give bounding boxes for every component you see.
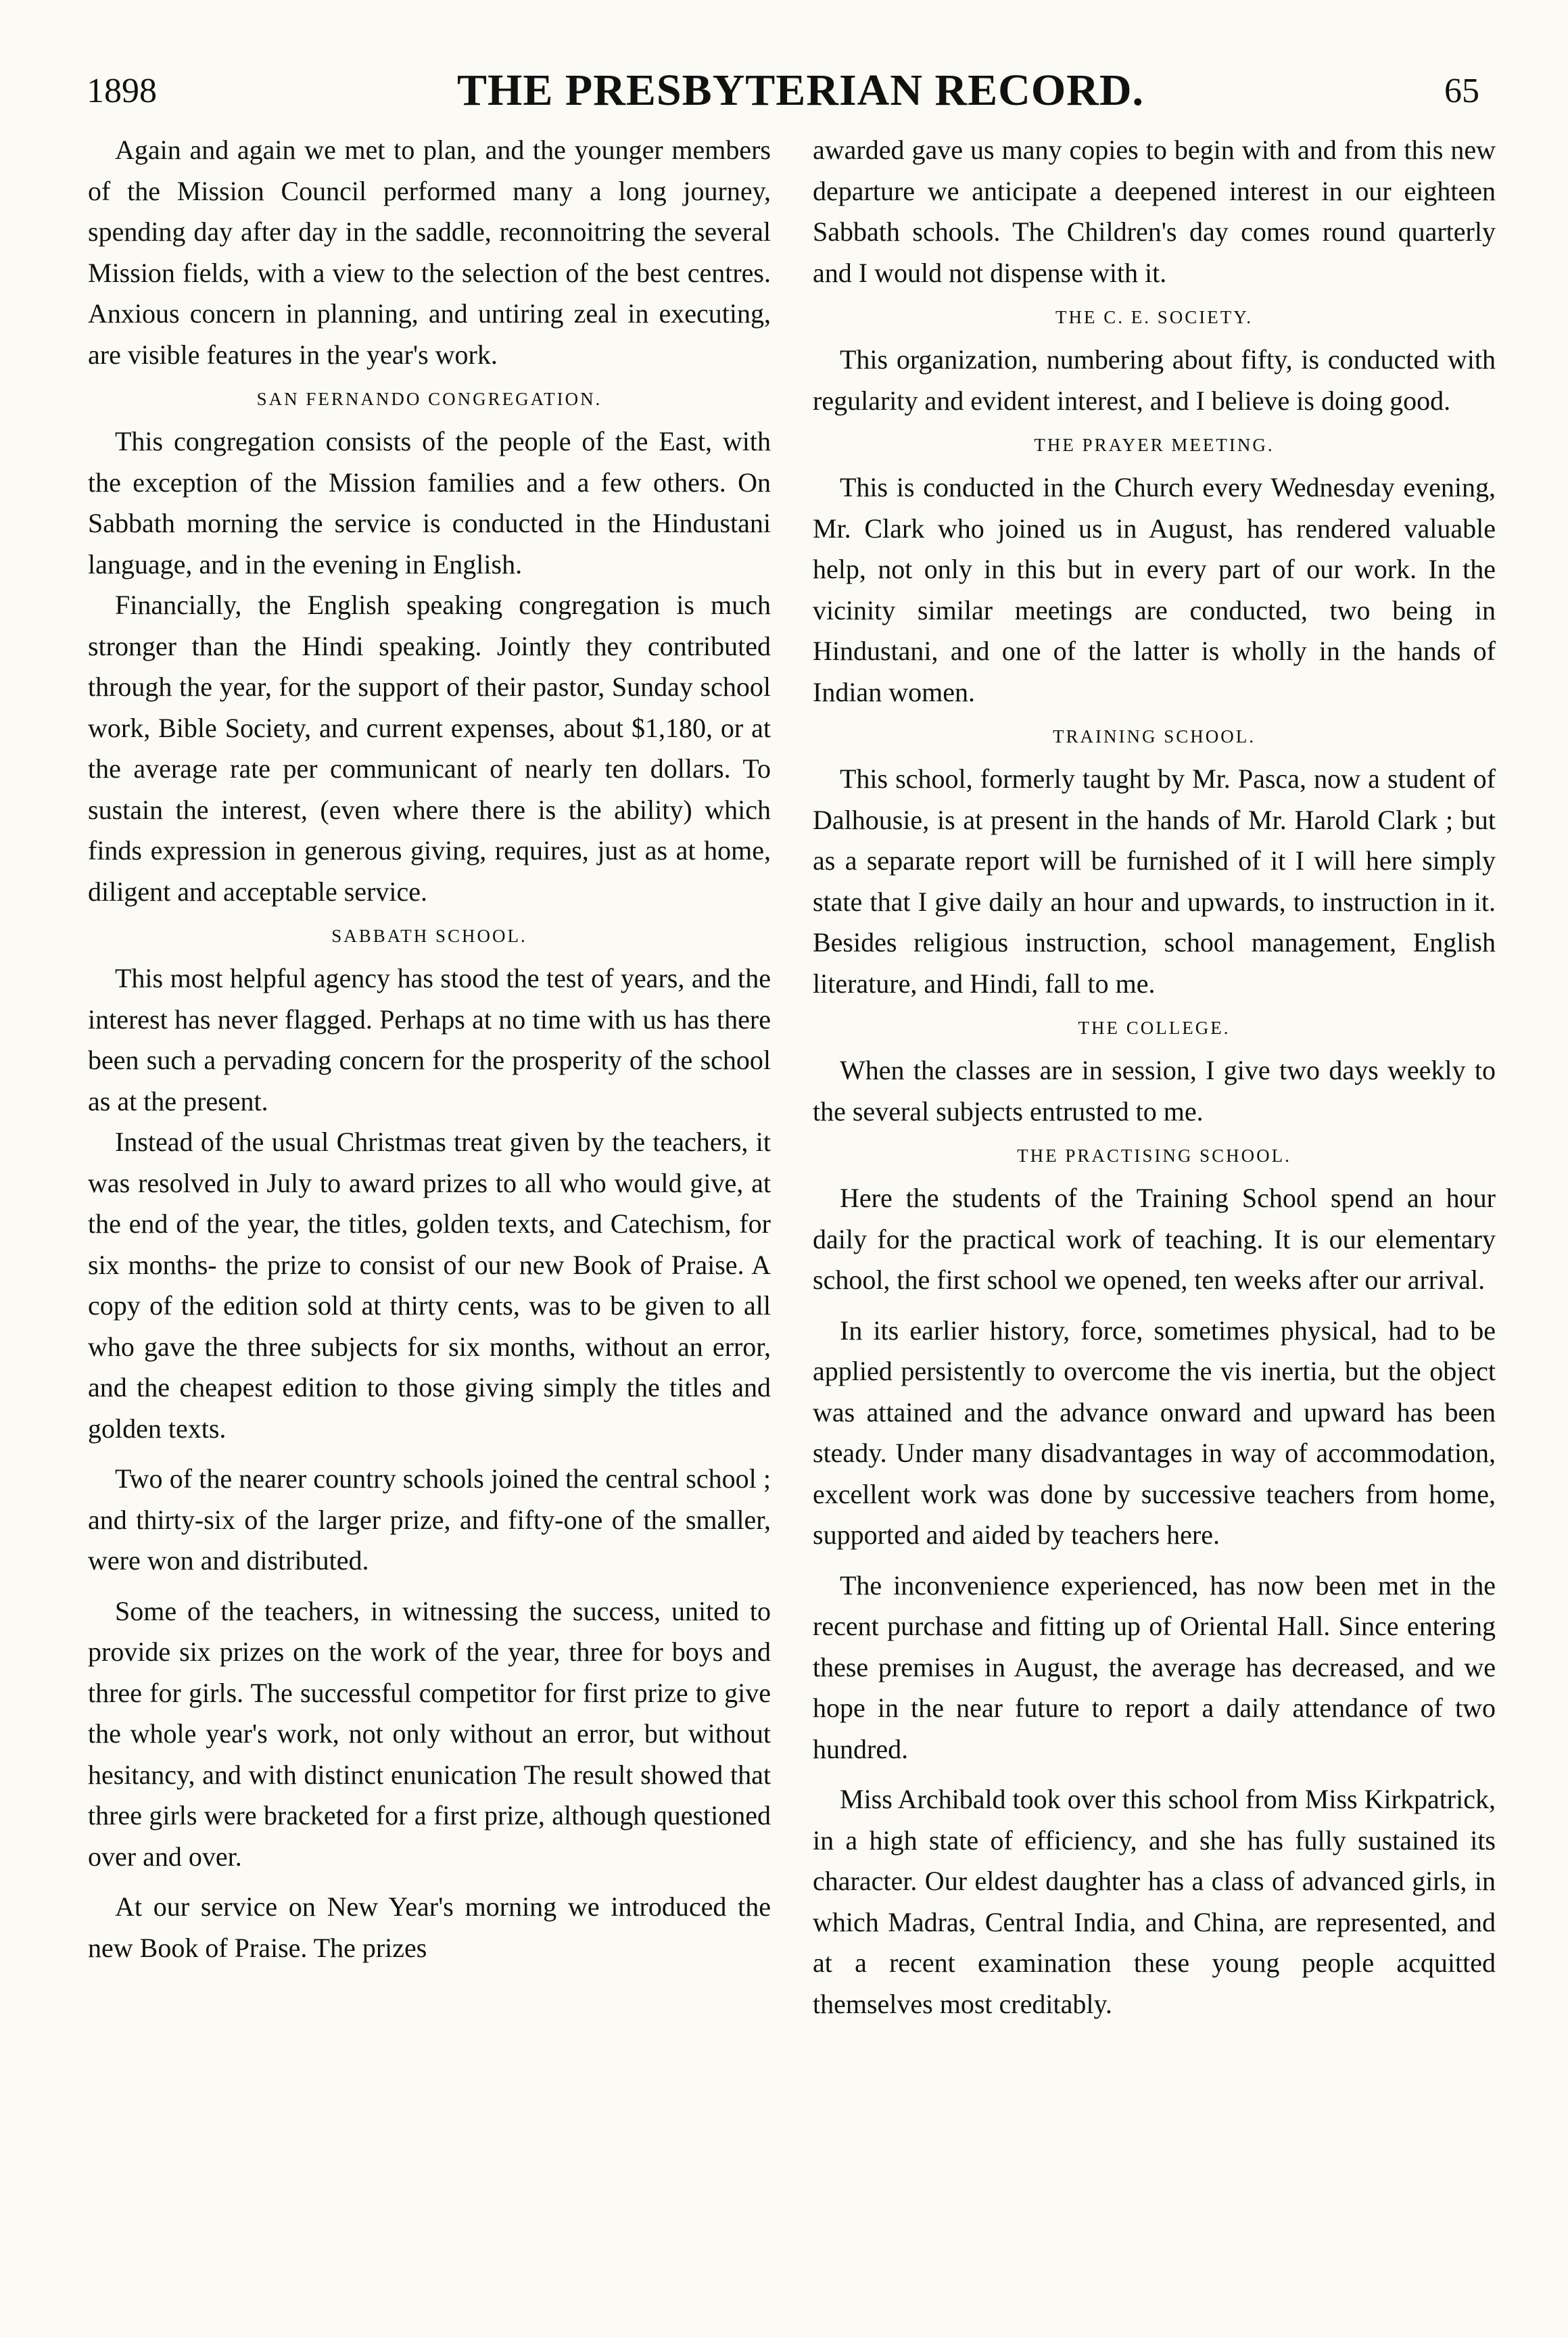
- paragraph: Instead of the usual Christmas treat given by the teachers, it was resolved in July to award prizes to all who would give, at the end of the year, the titles, golden texts, and Catechism, for six months- the prize to consist of our new Book of Praise. A copy of the edition sold at thirty cents, was to be given to all who gave the three subjects for six months, without an error, and the cheapest edition to those giving simply the titles and golden texts.: [88, 1127, 771, 1444]
- section-heading-practising-school: THE PRACTISING SCHOOL.: [1017, 1146, 1291, 1166]
- right-column: [813, 130, 1496, 2314]
- section-heading-san-fernando: SAN FERNANDO CONGREGATION.: [256, 389, 602, 409]
- paragraph: This is conducted in the Church every Wednesday evening, Mr. Clark who joined us in August, has rendered valuable help, not only in this but in every part of our work. In the vicinity similar meetings are conducted, two being in Hindustani, and one of the latter is wholly in the hands of Indian women.: [813, 472, 1496, 707]
- paragraph: This most helpful agency has stood the test of years, and the interest has never flagged. Perhaps at no time with us has there been such a pervading concern for the prosperity of the school as at the present.: [88, 963, 771, 1116]
- paragraph: The inconvenience experienced, has now been met in the recent purchase and fitting up of Oriental Hall. Since entering these premises in August, the average has decreased, and we hope in the near future to report a daily attendance of two hundred.: [813, 1569, 1496, 1764]
- paragraph: Miss Archibald took over this school from Miss Kirkpatrick, in a high state of efficiency, and she has fully sustained its character. Our eldest daughter has a class of advanced girls, in which Madras, Central India, and China, are represented, and at a recent examination these young people acquitted themselves most creditably.: [813, 1784, 1496, 2019]
- paragraph: Some of the teachers, in witnessing the success, united to provide six prizes on the work of the year, three for boys and three for girls. The successful competitor for first prize to give the whole year's work, not only without an error, but without hesitancy, and with distinct enunication The result showed that three girls were bracketed for a first prize, although questioned over and over.: [88, 1595, 771, 1872]
- section-heading-training-school: TRAINING SCHOOL.: [1053, 726, 1256, 747]
- section-heading-ce-society: THE C. E. SOCIETY.: [1055, 307, 1253, 327]
- paragraph: At our service on New Year's morning we introduced the new Book of Praise. The prizes: [88, 1891, 771, 1963]
- section-heading-college: THE COLLEGE.: [1078, 1018, 1231, 1038]
- paragraph: Financially, the English speaking congregation is much stronger than the Hindi speaking. Jointly they contributed through the year, for the support of their pastor, Sunday school work, Bible Society, and current expenses, about $1,180, or at the average rate per communicant of nearly ten dollars. To sustain the interest, (even where there is the ability) which finds expression in generous giving, requires, just as at home, diligent and acceptable service.: [88, 590, 771, 907]
- paragraph: Here the students of the Training School spend an hour daily for the practical work of teaching. It is our elementary school, the first school we opened, ten weeks after our arrival.: [813, 1183, 1496, 1295]
- paragraph: This congregation consists of the people of the East, with the exception of the Mission families and a few others. On Sabbath morning the service is conducted in the Hindustani language, and in the evening in English.: [88, 426, 771, 580]
- paragraph: This school, formerly taught by Mr. Pasca, now a student of Dalhousie, is at present in the hands of Mr. Harold Clark ; but as a separate report will be furnished of it I will here simply state that I give daily an hour and upwards, to instruction in it. Besides religious instruction, school management, English literature, and Hindi, fall to me.: [813, 763, 1496, 999]
- section-heading-sabbath-school: SABBATH SCHOOL.: [331, 926, 527, 946]
- journal-title: THE PRESBYTERIAN RECORD.: [457, 66, 1144, 115]
- section-heading-prayer-meeting: THE PRAYER MEETING.: [1034, 435, 1275, 455]
- left-column: [88, 130, 771, 2314]
- page-header: [87, 57, 1479, 124]
- paragraph: In its earlier history, force, sometimes physical, had to be applied persistently to overcome the vis inertia, but the object was attained and the advance onward and upward has been steady. Under many disadvantages in way of accommodation, excellent work was done by successive teachers from home, supported and aided by teachers here.: [813, 1315, 1496, 1550]
- page-number: 65: [1444, 71, 1479, 110]
- paragraph: Two of the nearer country schools joined the central school ; and thirty-six of the larger prize, and fifty-one of the smaller, were won and distributed.: [88, 1463, 771, 1576]
- paragraph: This organization, numbering about fifty, is conducted with regularity and evident interest, and I believe is doing good.: [813, 344, 1496, 416]
- paragraph: When the classes are in session, I give two days weekly to the several subjects entrusted to me.: [813, 1055, 1496, 1127]
- paragraph-continued: awarded gave us many copies to begin with and from this new departure we anticipate a deepened interest in our eighteen Sabbath schools. The Children's day comes round quarterly and I would not dispense with it.: [813, 135, 1496, 288]
- header-year: 1898: [87, 71, 157, 110]
- paragraph: Again and again we met to plan, and the younger members of the Mission Council performed many a long journey, spending day after day in the saddle, reconnoitring the several Mission fields, with a view to the selection of the best centres. Anxious concern in planning, and untiring zeal in executing, are visible features in the year's work.: [88, 135, 771, 370]
